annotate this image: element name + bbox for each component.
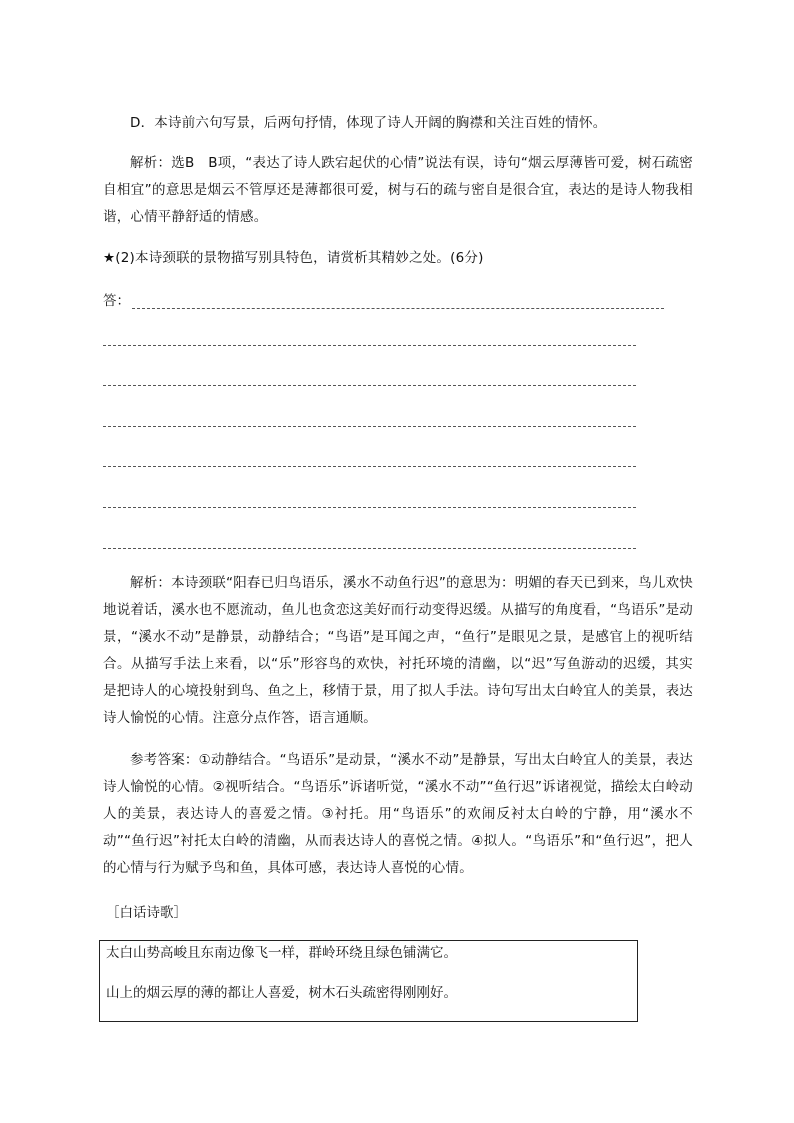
answer-blank-line [103, 466, 636, 467]
vernacular-poem-box [99, 940, 638, 1022]
vernacular-line: 山上的烟云厚的薄的都让人喜爱，树木石头疏密得刚刚好。 [106, 985, 457, 1001]
answer-blank-line [103, 548, 636, 549]
option-d: D．本诗前六句写景，后两句抒情，体现了诗人开阔的胸襟和关注百姓的情怀。 [130, 115, 607, 131]
answer-label: 答： [103, 293, 130, 309]
question-2: ★(2)本诗颈联的景物描写别具特色，请赏析其精妙之处。(6分) [103, 250, 484, 266]
answer-blank-line [132, 296, 664, 309]
analysis-question-1: 解析：选B B项，“表达了诗人跌宕起伏的心情”说法有误，诗句“烟云厚薄皆可爱，树石疏密自相宜”的意思是烟云不管厚还是薄都很可爱，树与石的疏与密自是很合宜，表达的是诗人物我相谐，心情平静舒适的情感。 [103, 155, 693, 225]
answer-blank-line [103, 345, 636, 346]
analysis-question-2: 解析：本诗颈联“阳春已归鸟语乐，溪水不动鱼行迟”的意思为：明媚的春天已到来，鸟儿欢快地说着话，溪水也不愿流动，鱼儿也贪恋这美好而行动变得迟缓。从描写的角度看，“鸟语乐”是动景，“溪水不动”是静景，动静结合；“鸟语”是耳闻之声，“鱼行”是眼见之景，是感官上的视听结合。从描写手法上来看，以“乐”形容鸟的欢快，衬托环境的清幽，以“迟”写鱼游动的迟缓，其实是把诗人的心境投射到鸟、鱼之上，移情于景，用了拟人手法。诗句写出太白岭宜人的美景，表达诗人愉悦的心情。注意分点作答，语言通顺。 [103, 575, 693, 726]
answer-blank-line [103, 426, 636, 427]
vernacular-poem-title: ［白话诗歌］ [106, 905, 187, 921]
answer-first-line [103, 287, 664, 309]
reference-answer: 参考答案：①动静结合。“鸟语乐”是动景，“溪水不动”是静景，写出太白岭宜人的美景，表达诗人愉悦的心情。②视听结合。“鸟语乐”诉诸听觉，“溪水不动”“鱼行迟”诉诸视觉，描绘太白岭动人的美景，表达诗人的喜爱之情。③衬托。用“鸟语乐”的欢闹反衬太白岭的宁静，用“溪水不动”“鱼行迟”衬托太白岭的清幽，从而表达诗人的喜悦之情。④拟人。“鸟语乐”和“鱼行迟”，把人的心情与行为赋予鸟和鱼，具体可感，表达诗人喜悦的心情。 [103, 752, 693, 876]
answer-blank-line [103, 385, 636, 386]
vernacular-line: 太白山势高峻且东南边像飞一样，群岭环绕且绿色铺满它。 [106, 945, 457, 961]
answer-blank-line [103, 507, 636, 508]
